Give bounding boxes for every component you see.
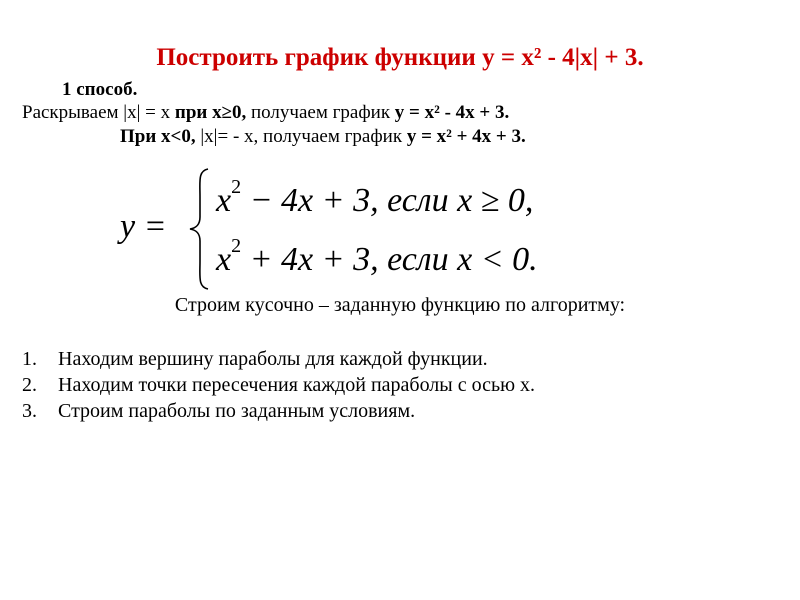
list-item [22, 398, 535, 424]
line3-condition: При х<0, [120, 126, 201, 147]
step-number: 2. [22, 374, 37, 396]
row1-x: x [216, 182, 232, 219]
row1-condition-word: если [387, 182, 449, 219]
curly-brace-icon [188, 167, 210, 291]
step-number: 1. [22, 348, 37, 370]
step-number: 3. [22, 400, 37, 422]
row2-x: x [216, 241, 232, 278]
steps-list [22, 346, 535, 424]
slide-title: Построить график функции у = х² - 4|х| + 3. [156, 44, 644, 71]
formula-lhs: y = [120, 208, 167, 245]
expand-negative-line [120, 125, 526, 149]
line3-part2: |х|= - х, получаем график [200, 126, 407, 147]
row2-condition-word: если [387, 241, 449, 278]
line2-part3: получаем график [246, 102, 395, 123]
row2-condition: x < 0. [448, 241, 538, 278]
line2-function: у = х² - 4х + 3. [394, 102, 510, 123]
step-text: Находим вершину параболы для каждой функции. [58, 348, 488, 370]
step-text: Находим точки пересечения каждой параболы с осью х. [58, 374, 536, 396]
step-text: Строим параболы по заданным условиям. [58, 400, 416, 422]
row1-exponent: 2 [231, 176, 242, 198]
line2-part1: Раскрываем |х| = х [22, 102, 175, 123]
row1-condition: x ≥ 0, [448, 182, 534, 219]
line3-function: у = х² + 4х + 3. [406, 126, 526, 147]
method-label: 1 способ. [62, 79, 138, 100]
piecewise-formula [120, 165, 680, 295]
list-item [22, 346, 535, 372]
row1-rest: − 4x + 3, [241, 182, 388, 219]
expand-positive-line [22, 101, 509, 125]
algorithm-intro: Строим кусочно – заданную функцию по алгоритму: [174, 294, 626, 316]
line2-condition: при х≥0, [174, 102, 247, 123]
formula-row-2 [216, 235, 538, 280]
list-item [22, 372, 535, 398]
row2-exponent: 2 [231, 235, 242, 257]
formula-row-1 [216, 176, 534, 221]
row2-rest: + 4x + 3, [241, 241, 388, 278]
